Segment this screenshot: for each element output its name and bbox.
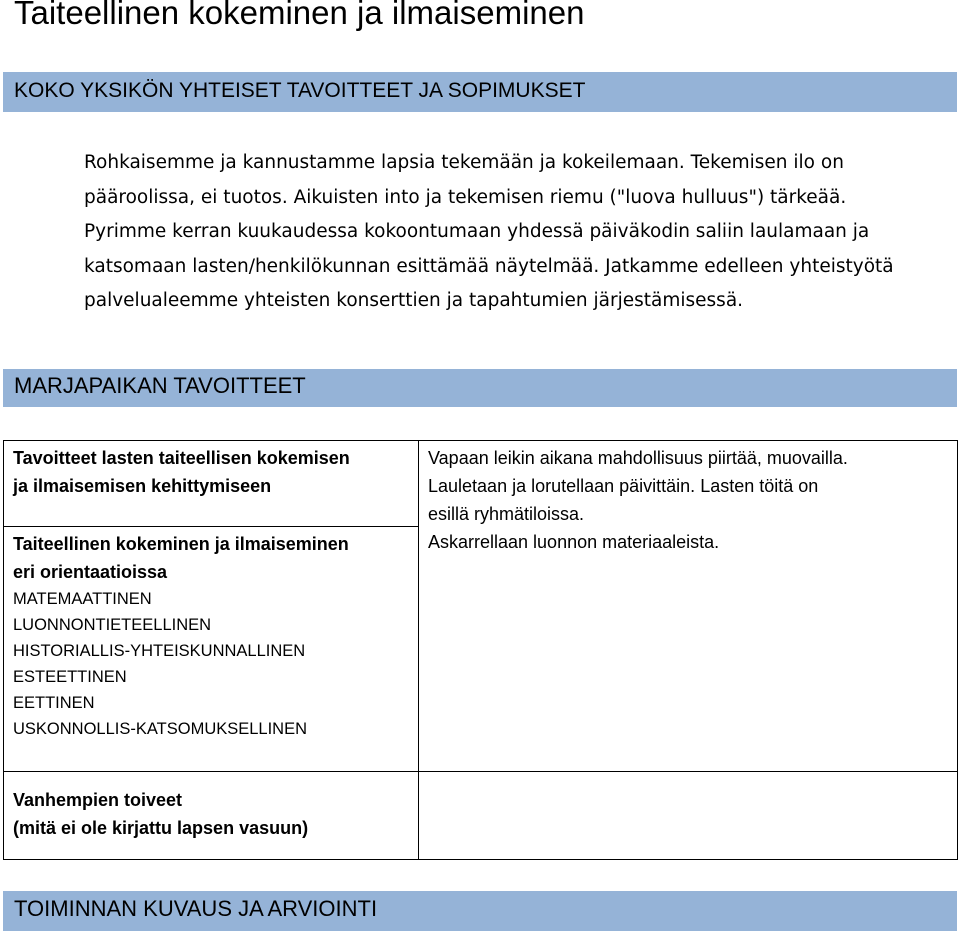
table-row bbox=[4, 441, 958, 527]
table-row bbox=[4, 772, 958, 860]
goals-table bbox=[3, 440, 958, 860]
section-header-bar bbox=[3, 891, 957, 931]
shared-goals-text bbox=[84, 146, 954, 319]
section-heading-activity-evaluation: TOIMINNAN KUVAUS JA ARVIOINTI bbox=[14, 896, 378, 921]
content-line: Vapaan leikin aikana mahdollisuus piirtää, muovailla. bbox=[428, 448, 848, 468]
row-label: eri orientaatioissa bbox=[13, 562, 168, 582]
section-header-bar bbox=[3, 72, 957, 112]
paragraph-line: Rohkaisemme ja kannustamme lapsia tekemään ja kokeilemaan. Tekemisen ilo on bbox=[84, 152, 844, 173]
orientation-item: ESTEETTINEN bbox=[13, 668, 127, 686]
row-label: Vanhempien toiveet bbox=[13, 790, 183, 810]
row-label-cell bbox=[4, 527, 419, 772]
orientation-item: HISTORIALLIS-YHTEISKUNNALLINEN bbox=[13, 642, 306, 660]
goals-content-cell bbox=[419, 441, 958, 772]
orientation-item: MATEMAATTINEN bbox=[13, 590, 152, 608]
content-line: Askarrellaan luonnon materiaaleista. bbox=[428, 532, 720, 552]
section-header-bar bbox=[3, 369, 957, 407]
row-label: Tavoitteet lasten taiteellisen kokemisen bbox=[13, 448, 350, 468]
paragraph-line: Pyrimme kerran kuukaudessa kokoontumaan yhdessä päiväkodin saliin laulamaan ja bbox=[84, 221, 870, 242]
row-label: (mitä ei ole kirjattu lapsen vasuun) bbox=[13, 818, 309, 838]
row-label: ja ilmaisemisen kehittymiseen bbox=[13, 476, 272, 496]
orientation-item: USKONNOLLIS-KATSOMUKSELLINEN bbox=[13, 720, 308, 738]
row-label: Taiteellinen kokeminen ja ilmaiseminen bbox=[13, 534, 349, 554]
paragraph-line: katsomaan lasten/henkilökunnan esittämää näytelmää. Jatkamme edelleen yhteistyötä bbox=[84, 255, 894, 277]
content-line: Lauletaan ja lorutellaan päivittäin. Lasten töitä on bbox=[428, 476, 819, 496]
paragraph-line: palvelualeemme yhteisten konserttien ja tapahtumien järjestämisessä. bbox=[84, 290, 744, 311]
orientation-list bbox=[13, 586, 409, 742]
content-line: esillä ryhmätiloissa. bbox=[428, 504, 585, 524]
orientation-item: EETTINEN bbox=[13, 694, 95, 712]
paragraph-line: pääroolissa, ei tuotos. Aikuisten into ja tekemisen riemu ("luova hulluus") tärkeää. bbox=[84, 186, 847, 208]
parent-wishes-content-cell bbox=[419, 772, 958, 860]
orientation-item: LUONNONTIETEELLINEN bbox=[13, 616, 212, 634]
section-heading-shared-goals: KOKO YKSIKÖN YHTEISET TAVOITTEET JA SOPIMUKSET bbox=[14, 79, 586, 102]
section-heading-marjapaikka-goals: MARJAPAIKAN TAVOITTEET bbox=[14, 373, 306, 398]
row-label-cell bbox=[4, 441, 419, 527]
row-label-cell bbox=[4, 772, 419, 860]
page-title: Taiteellinen kokeminen ja ilmaiseminen bbox=[14, 0, 585, 31]
